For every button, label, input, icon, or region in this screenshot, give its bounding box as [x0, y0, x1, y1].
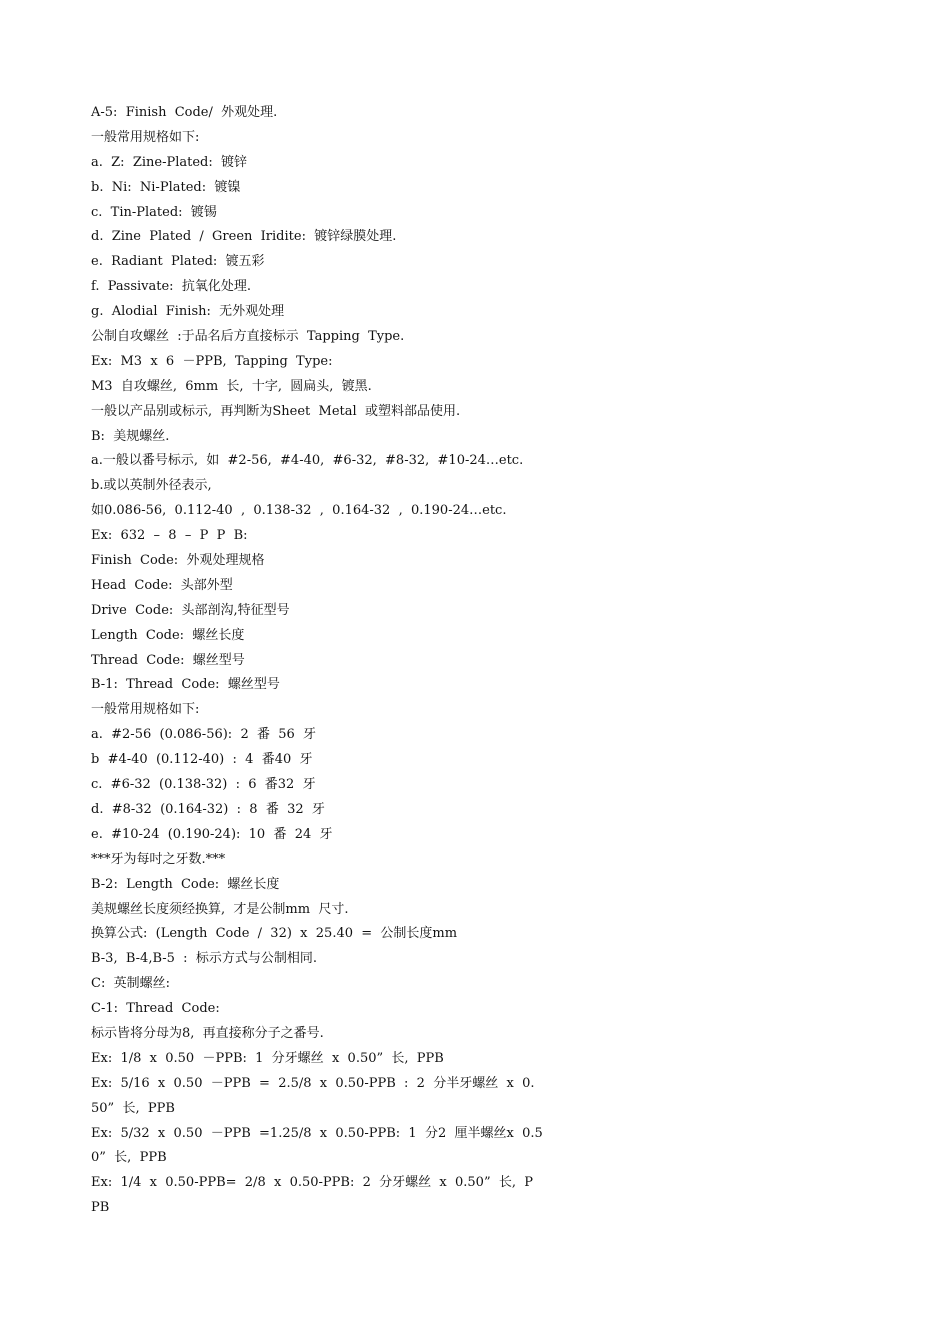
text-line: Length Code: 螺丝长度: [91, 627, 245, 643]
text-line: Thread Code: 螺丝型号: [91, 652, 245, 668]
text-line: B-2: Length Code: 螺丝长度: [91, 876, 280, 892]
text-line: e. #10-24 (0.190-24): 10 番 24 牙: [91, 826, 333, 842]
text-line: c. #6-32 (0.138-32) : 6 番32 牙: [91, 777, 316, 793]
text-line: Ex: 632 – 8 – P P B:: [91, 528, 248, 544]
text-line: 一般常用规格如下:: [91, 702, 200, 718]
text-line: 换算公式: (Length Code / 32) x 25.40 = 公制长度mm: [91, 926, 458, 942]
text-line: Ex: 5/32 x 0.50 －PPB =1.25/8 x 0.50-PPB: 1 分2 厘半螺丝x 0.5: [91, 1125, 543, 1141]
text-line: d. #8-32 (0.164-32) : 8 番 32 牙: [91, 801, 325, 817]
text-line: 美规螺丝长度须经换算, 才是公制mm 尺寸.: [91, 901, 349, 917]
text-line: ***牙为每吋之牙数.***: [91, 851, 226, 867]
text-line: Finish Code: 外观处理规格: [91, 553, 265, 569]
text-line: Ex: M3 x 6 －PPB, Tapping Type:: [91, 353, 333, 369]
text-line: e. Radiant Plated: 镀五彩: [91, 254, 265, 270]
text-line: a. #2-56 (0.086-56): 2 番 56 牙: [91, 727, 317, 743]
text-line: f. Passivate: 抗氧化处理.: [91, 279, 251, 295]
text-line: b. Ni: Ni-Plated: 镀镍: [91, 179, 241, 195]
text-line: C-1: Thread Code:: [91, 1001, 220, 1017]
text-line: g. Alodial Finish: 无外观处理: [91, 304, 285, 320]
text-line: C: 英制螺丝:: [91, 976, 170, 992]
text-line: 一般以产品别或标示, 再判断为Sheet Metal 或塑料部品使用.: [91, 403, 461, 419]
text-line: Drive Code: 头部剖沟,特征型号: [91, 602, 290, 618]
text-line: a. Z: Zine-Plated: 镀锌: [91, 154, 248, 170]
text-line: A-5: Finish Code/ 外观处理.: [91, 105, 278, 120]
text-line: M3 自攻螺丝, 6mm 长, 十字, 圆扁头, 镀黑.: [91, 378, 372, 394]
text-line: d. Zine Plated / Green Iridite: 镀锌绿膜处理.: [91, 229, 397, 245]
text-line: B-3, B-4,B-5 : 标示方式与公制相同.: [91, 951, 317, 967]
text-line: b.或以英制外径表示,: [91, 478, 212, 494]
text-line: c. Tin-Plated: 镀锡: [91, 204, 217, 220]
text-line: b #4-40 (0.112-40) : 4 番40 牙: [91, 752, 313, 768]
text-line: 0” 长, PPB: [91, 1150, 167, 1166]
text-line: 如0.086-56, 0.112-40 , 0.138-32 , 0.164-32 , 0.190-24…etc.: [91, 503, 507, 519]
text-line: B: 美规螺丝.: [91, 428, 170, 444]
text-line: 一般常用规格如下:: [91, 129, 200, 145]
text-line: 公制自攻螺丝 :于品名后方直接标示 Tapping Type.: [91, 329, 405, 345]
text-line: 标示皆将分母为8, 再直接称分子之番号.: [91, 1025, 324, 1041]
text-line: Ex: 5/16 x 0.50 －PPB = 2.5/8 x 0.50-PPB : 2 分半牙螺丝 x 0.: [91, 1075, 535, 1091]
document-body: [91, 101, 631, 1221]
text-line: 50” 长, PPB: [91, 1100, 175, 1116]
text-line: a.一般以番号标示, 如 #2-56, #4-40, #6-32, #8-32, #10-24…etc.: [91, 453, 524, 469]
text-line: Ex: 1/4 x 0.50-PPB= 2/8 x 0.50-PPB: 2 分牙螺丝 x 0.50” 长, P: [91, 1175, 534, 1191]
text-line: Ex: 1/8 x 0.50 －PPB: 1 分牙螺丝 x 0.50” 长, PPB: [91, 1050, 444, 1066]
text-line: B-1: Thread Code: 螺丝型号: [91, 677, 280, 693]
text-line: Head Code: 头部外型: [91, 577, 233, 593]
text-line: PB: [91, 1200, 110, 1216]
